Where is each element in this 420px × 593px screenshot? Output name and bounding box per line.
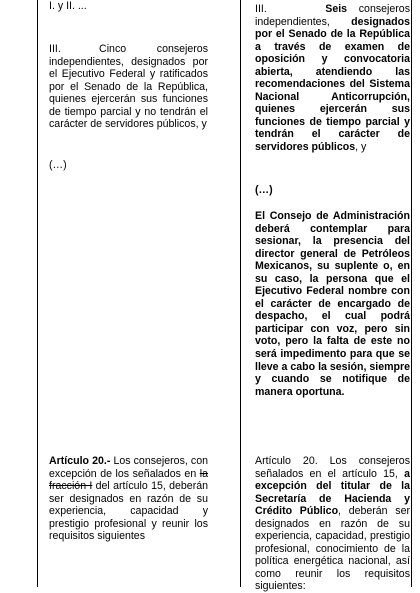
table-border-left [37,0,38,587]
left-paragraph-iii: III. Cinco consejeros independientes, designados por el Ejecutivo Federal y ratificados por el Senado de la República, quienes ejercerán sus funciones de tiempo parcial y no tendrán el carácter de servidores públicos, y [49,43,208,131]
right-iii-normal-1: consejeros independientes, [255,3,410,28]
right-iii-label: III. [255,3,267,15]
left-article-20 [49,455,208,543]
right-iii-bold-1: Seis [325,3,348,15]
right-article-20-text-b: , deberán ser designados en razón de su experiencia, capacidad, prestigio profesional, conocimiento de la política energética nacional, así como reunir los requisitos siguientes: [255,505,410,593]
right-article-20-text-a: Artículo 20. Los consejeros señalados en el artículo 15, [255,455,410,480]
left-article-20-heading: Artículo 20.- [49,455,111,467]
right-consejo-text: El Consejo de Administración deberá contemplar para sesionar, la presencia del director general de Petróleos Mexicanos, su suplente o, en su caso, la persona que el Ejecutivo Federal nombre con el carácter de encargado de despacho, el cual podrá participar con voz, pero sin voto, pero la falta de este no será impedimento para que se lleve a cabo la sesión, siempre y cuando se notifique de manera oportuna. [255,210,410,398]
table-column-divider [240,0,241,587]
right-ellipsis [255,184,410,197]
right-article-20-bold: a excepción del titular de la Secretaría de Hacienda y Crédito Público [255,467,410,518]
left-line-i-ii: I. y II. ... [49,0,87,12]
table-border-right [411,0,412,587]
right-ellipsis-text: (…) [255,184,273,196]
left-article-20-struck: la fracción I [49,467,208,493]
left-article-20-text-b: del artículo 15, deberán ser designados en razón de su experiencia, capacidad y prestigio profesional y reunir los requisitos siguientes [49,480,208,543]
right-consejo-paragraph [255,210,410,398]
right-paragraph-iii [255,3,410,154]
left-article-20-text-a: Los consejeros, con excepción de los señalados en [49,455,208,480]
right-article-20 [255,455,410,593]
right-iii-bold-2: designados por el Senado de la República a través de examen de oposición y convocatoria abierta, atendiendo las recomendaciones del Sistema Nacional Anticorrupción, quienes ejercerán sus funciones de tiempo parcial y tendrán el carácter de servidores públicos [255,15,410,154]
right-iii-normal-2: , y [355,141,367,154]
left-ellipsis: (…) [49,159,67,171]
